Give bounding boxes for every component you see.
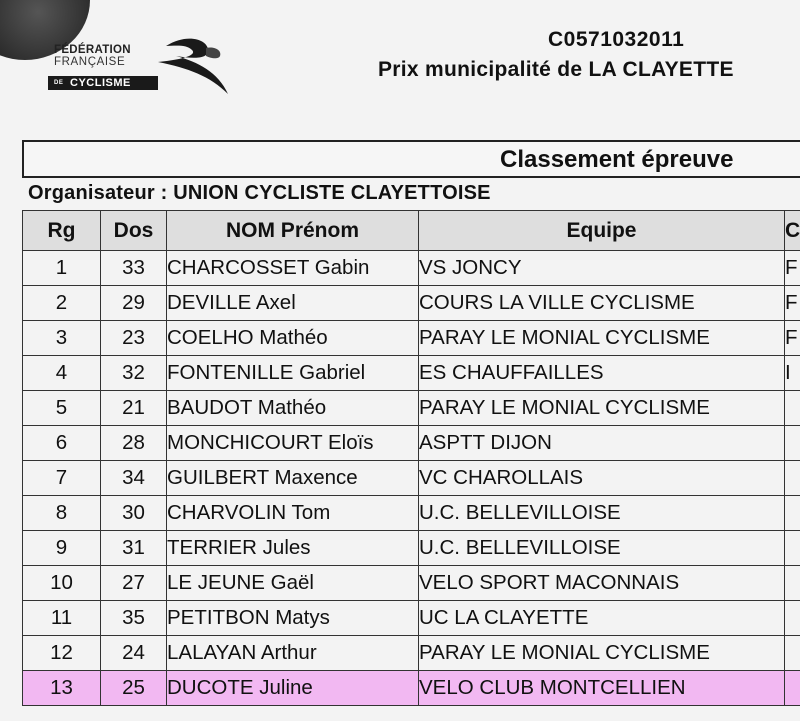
cell-name: MONCHICOURT Eloïs	[167, 426, 419, 461]
cell-rank: 6	[23, 426, 101, 461]
results-table	[22, 210, 800, 706]
cell-cut	[785, 566, 800, 601]
cell-bib: 29	[101, 286, 167, 321]
ffc-logo	[48, 36, 248, 106]
table-row	[23, 426, 800, 461]
cell-team: ES CHAUFFAILLES	[419, 356, 785, 391]
cell-cut: I	[785, 356, 800, 391]
cell-bib: 30	[101, 496, 167, 531]
cell-name: LE JEUNE Gaël	[167, 566, 419, 601]
cell-name: COELHO Mathéo	[167, 321, 419, 356]
cell-bib: 35	[101, 601, 167, 636]
table-row	[23, 496, 800, 531]
cell-bib: 27	[101, 566, 167, 601]
table-row	[23, 601, 800, 636]
logo-text	[54, 44, 131, 68]
section-title-box	[22, 140, 800, 178]
table-row	[23, 566, 800, 601]
cell-rank: 8	[23, 496, 101, 531]
cell-team: COURS LA VILLE CYCLISME	[419, 286, 785, 321]
table-header-row	[23, 211, 800, 251]
cell-bib: 28	[101, 426, 167, 461]
cell-rank: 10	[23, 566, 101, 601]
cell-name: DUCOTE Juline	[167, 671, 419, 706]
cell-cut	[785, 391, 800, 426]
table-row	[23, 286, 800, 321]
cell-name: FONTENILLE Gabriel	[167, 356, 419, 391]
cell-bib: 24	[101, 636, 167, 671]
cell-name: BAUDOT Mathéo	[167, 391, 419, 426]
cell-name: DEVILLE Axel	[167, 286, 419, 321]
cell-team: ASPTT DIJON	[419, 426, 785, 461]
column-header-cut: C	[785, 211, 800, 251]
cell-cut: F	[785, 286, 800, 321]
cell-rank: 5	[23, 391, 101, 426]
cell-rank: 12	[23, 636, 101, 671]
column-header-bib: Dos	[101, 211, 167, 251]
logo-line-federation: FÉDÉRATION	[54, 44, 131, 56]
cell-bib: 31	[101, 531, 167, 566]
cell-team: U.C. BELLEVILLOISE	[419, 531, 785, 566]
cell-team: PARAY LE MONIAL CYCLISME	[419, 636, 785, 671]
cell-name: TERRIER Jules	[167, 531, 419, 566]
cell-team: PARAY LE MONIAL CYCLISME	[419, 391, 785, 426]
cyclist-swoosh-icon	[148, 36, 248, 106]
cell-cut: F	[785, 321, 800, 356]
cell-rank: 4	[23, 356, 101, 391]
cell-cut	[785, 531, 800, 566]
cell-cut: F	[785, 251, 800, 286]
cell-cut	[785, 496, 800, 531]
column-header-team: Equipe	[419, 211, 785, 251]
cell-rank: 11	[23, 601, 101, 636]
table-row	[23, 356, 800, 391]
race-title: Prix municipalité de LA CLAYETTE	[378, 58, 734, 81]
cell-rank: 7	[23, 461, 101, 496]
cell-bib: 32	[101, 356, 167, 391]
cell-rank: 3	[23, 321, 101, 356]
organiser-line: Organisateur : UNION CYCLISTE CLAYETTOISE	[28, 182, 491, 204]
cell-team: UC LA CLAYETTE	[419, 601, 785, 636]
table-row	[23, 251, 800, 286]
cell-rank: 2	[23, 286, 101, 321]
cell-team: VS JONCY	[419, 251, 785, 286]
cell-rank: 13	[23, 671, 101, 706]
table-row	[23, 461, 800, 496]
cell-rank: 9	[23, 531, 101, 566]
table-row	[23, 321, 800, 356]
logo-band	[48, 76, 158, 90]
logo-prefix: DE	[54, 80, 64, 86]
cell-bib: 33	[101, 251, 167, 286]
cell-bib: 21	[101, 391, 167, 426]
logo-line-cyclisme: CYCLISME	[70, 77, 131, 89]
cell-rank: 1	[23, 251, 101, 286]
table-row	[23, 671, 800, 706]
cell-cut	[785, 671, 800, 706]
cell-cut	[785, 426, 800, 461]
cell-name: LALAYAN Arthur	[167, 636, 419, 671]
table-row	[23, 636, 800, 671]
section-title: Classement épreuve	[500, 146, 734, 173]
cell-team: U.C. BELLEVILLOISE	[419, 496, 785, 531]
table-row	[23, 391, 800, 426]
cell-name: CHARVOLIN Tom	[167, 496, 419, 531]
cell-team: VC CHAROLLAIS	[419, 461, 785, 496]
cell-bib: 34	[101, 461, 167, 496]
cell-cut	[785, 636, 800, 671]
column-header-rank: Rg	[23, 211, 101, 251]
cell-cut	[785, 601, 800, 636]
logo-line-francaise: FRANÇAISE	[54, 56, 126, 68]
cell-name: CHARCOSSET Gabin	[167, 251, 419, 286]
cell-team: VELO CLUB MONTCELLIEN	[419, 671, 785, 706]
cell-name: PETITBON Matys	[167, 601, 419, 636]
cell-bib: 25	[101, 671, 167, 706]
table-row	[23, 531, 800, 566]
cell-bib: 23	[101, 321, 167, 356]
column-header-name: NOM Prénom	[167, 211, 419, 251]
cell-cut	[785, 461, 800, 496]
cell-team: VELO SPORT MACONNAIS	[419, 566, 785, 601]
cell-team: PARAY LE MONIAL CYCLISME	[419, 321, 785, 356]
document-code: C0571032011	[548, 28, 685, 51]
cell-name: GUILBERT Maxence	[167, 461, 419, 496]
